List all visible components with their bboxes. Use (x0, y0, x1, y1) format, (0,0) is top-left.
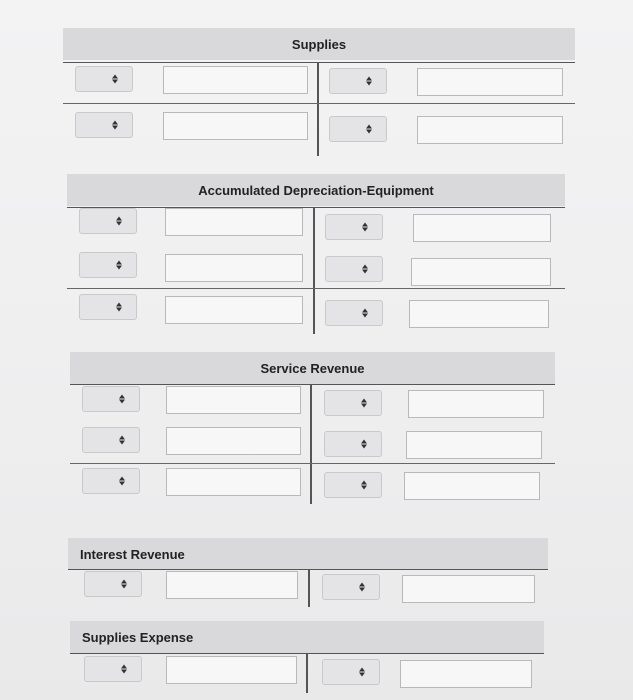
account-title: Accumulated Depreciation-Equipment (67, 174, 565, 206)
up-down-arrows-icon (361, 399, 367, 408)
credit-account-select[interactable] (322, 574, 380, 600)
debit-account-select[interactable] (82, 386, 140, 412)
debit-account-select[interactable] (75, 66, 133, 92)
up-down-arrows-icon (359, 583, 365, 592)
credit-amount-input[interactable] (400, 660, 532, 688)
t-account-top-line (70, 384, 555, 385)
t-account-top-line (67, 207, 565, 208)
debit-balance-select[interactable] (79, 294, 137, 320)
debit-account-select[interactable] (84, 571, 142, 597)
debit-amount-input[interactable] (166, 656, 297, 684)
debit-balance-select[interactable] (75, 112, 133, 138)
debit-amount-input[interactable] (166, 427, 301, 455)
up-down-arrows-icon (362, 265, 368, 274)
credit-balance-input[interactable] (404, 472, 540, 500)
debit-balance-input[interactable] (165, 296, 303, 324)
up-down-arrows-icon (121, 665, 127, 674)
credit-account-select[interactable] (329, 68, 387, 94)
total-rule (63, 103, 575, 104)
t-account-supplies (63, 28, 575, 156)
credit-amount-input[interactable] (408, 390, 544, 418)
t-account-service-revenue (70, 352, 555, 504)
up-down-arrows-icon (116, 217, 122, 226)
credit-amount-input[interactable] (406, 431, 542, 459)
up-down-arrows-icon (361, 440, 367, 449)
t-account-divider (306, 653, 308, 693)
t-account-divider (308, 569, 310, 607)
credit-balance-select[interactable] (325, 300, 383, 326)
credit-balance-input[interactable] (417, 116, 563, 144)
credit-account-select[interactable] (324, 390, 382, 416)
up-down-arrows-icon (112, 75, 118, 84)
up-down-arrows-icon (366, 77, 372, 86)
up-down-arrows-icon (366, 125, 372, 134)
debit-account-select[interactable] (79, 208, 137, 234)
up-down-arrows-icon (121, 580, 127, 589)
credit-amount-input[interactable] (413, 214, 551, 242)
up-down-arrows-icon (116, 303, 122, 312)
credit-amount-input[interactable] (402, 575, 535, 603)
t-account-accumulated-depreciation (67, 174, 565, 334)
t-account-divider (310, 384, 312, 504)
debit-balance-input[interactable] (163, 112, 308, 140)
credit-account-select[interactable] (325, 214, 383, 240)
debit-account-select[interactable] (84, 656, 142, 682)
account-title: Supplies Expense (70, 621, 544, 653)
credit-balance-select[interactable] (324, 472, 382, 498)
total-rule (67, 288, 565, 289)
up-down-arrows-icon (359, 668, 365, 677)
account-title: Supplies (63, 28, 575, 60)
account-title: Interest Revenue (68, 538, 548, 570)
credit-account-select[interactable] (324, 431, 382, 457)
credit-account-select[interactable] (325, 256, 383, 282)
up-down-arrows-icon (361, 481, 367, 490)
t-account-top-line (63, 62, 575, 63)
up-down-arrows-icon (119, 436, 125, 445)
debit-amount-input[interactable] (165, 208, 303, 236)
up-down-arrows-icon (119, 477, 125, 486)
total-rule (70, 463, 555, 464)
debit-amount-input[interactable] (166, 386, 301, 414)
up-down-arrows-icon (362, 223, 368, 232)
credit-amount-input[interactable] (417, 68, 563, 96)
debit-account-select[interactable] (79, 252, 137, 278)
up-down-arrows-icon (362, 309, 368, 318)
credit-balance-select[interactable] (329, 116, 387, 142)
account-title: Service Revenue (70, 352, 555, 384)
credit-amount-input[interactable] (411, 258, 551, 286)
debit-amount-input[interactable] (165, 254, 303, 282)
t-account-divider (313, 207, 315, 334)
t-account-divider (317, 62, 319, 156)
up-down-arrows-icon (116, 261, 122, 270)
debit-balance-input[interactable] (166, 468, 301, 496)
debit-balance-select[interactable] (82, 468, 140, 494)
t-account-interest-revenue (68, 538, 548, 608)
up-down-arrows-icon (112, 121, 118, 130)
debit-amount-input[interactable] (166, 571, 298, 599)
credit-account-select[interactable] (322, 659, 380, 685)
debit-account-select[interactable] (82, 427, 140, 453)
up-down-arrows-icon (119, 395, 125, 404)
debit-amount-input[interactable] (163, 66, 308, 94)
t-account-supplies-expense (70, 621, 544, 693)
credit-balance-input[interactable] (409, 300, 549, 328)
